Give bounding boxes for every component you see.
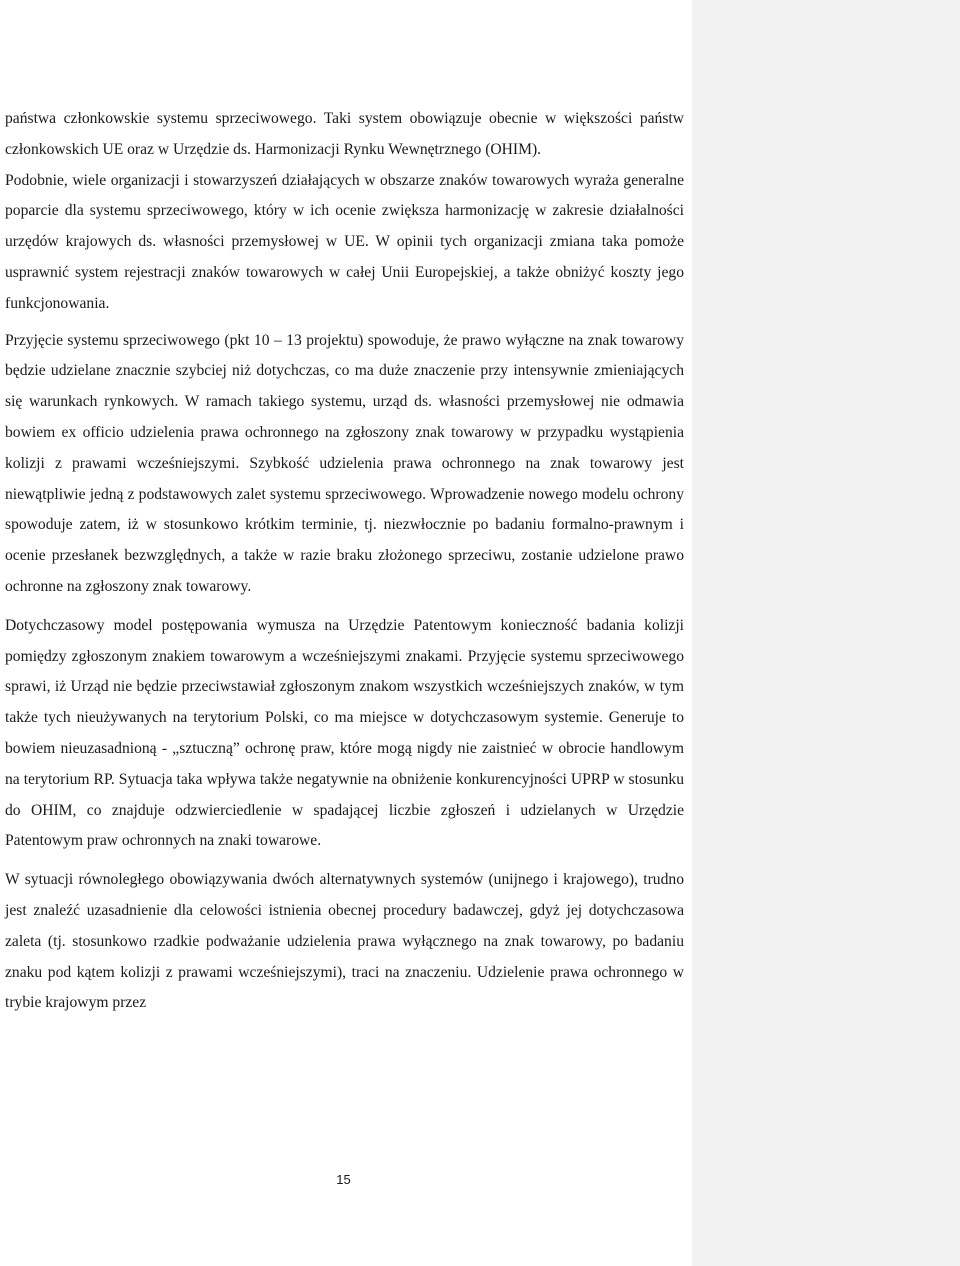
page-number: 15 [336,1172,351,1187]
paragraph-4: Dotychczasowy model postępowania wymusza na Urzędzie Patentowym konieczność badania kolizji pomiędzy zgłoszonym znakiem towarowym a wcześniejszymi znakami. Przyjęcie systemu sprzeciwowego sprawi, iż Urząd nie będzie przeciwstawiał zgłoszonym znakom wszystkich wcześniejszych znaków, w tym także tych nieużywanych na terytorium Polski, co ma miejsce w dotychczasowym systemie. Generuje to bowiem nieuzasadnioną - „sztuczną” ochronę praw, które mogą nigdy nie zaistnieć w obrocie handlowym na terytorium RP. Sytuacja taka wpływa także negatywnie na obniżenie konkurencyjności UPRP w stosunku do OHIM, co znajduje odzwierciedlenie w spadającej liczbie zgłoszeń i udzielanych w Urzędzie Patentowym praw ochronnych na znaki towarowe. [5,616,684,850]
paragraph-1: państwa członkowskie systemu sprzeciwowego. Taki system obowiązuje obecnie w większości państw członkowskich UE oraz w Urzędzie ds. Harmonizacji Rynku Wewnętrznego (OHIM). [5,110,684,158]
comment-margin-pane [692,0,960,1266]
body-text [5,104,684,1019]
paragraph-5: W sytuacji równoległego obowiązywania dwóch alternatywnych systemów (unijnego i krajowego), trudno jest znaleźć uzasadnienie dla celowości istnienia obecnej procedury badawczej, gdyż jej dotychczasowa zaleta (tj. stosunkowo rzadkie podważanie udzielenia prawa wyłącznego na znak towarowy, po badaniu znaku pod kątem kolizji z prawami wcześniejszymi), traci na znaczeniu. Udzielenie prawa ochronnego w trybie krajowym przez [5,871,684,1012]
paragraph-3: Przyjęcie systemu sprzeciwowego (pkt 10 – 13 projektu) spowoduje, że prawo wyłączne na znak towarowy będzie udzielane znacznie szybciej niż dotychczas, co ma duże znaczenie przy intensywnie zmieniających się warunkach rynkowych. W ramach takiego systemu, urząd ds. własności przemysłowej nie odmawia bowiem ex officio udzielenia prawa ochronnego na zgłoszony znak towarowy w przypadku wystąpienia kolizji z prawami wcześniejszymi. Szybkość udzielenia prawa ochronnego na znak towarowy jest niewątpliwie jedną z podstawowych zalet systemu sprzeciwowego. Wprowadzenie nowego modelu ochrony spowoduje zatem, iż w stosunkowo krótkim terminie, tj. niezwłocznie po badaniu formalno-prawnym i ocenie przesłanek bezwzględnych, a także w razie braku złożonego sprzeciwu, zostanie udzielone prawo ochronne na zgłoszony znak towarowy. [5,331,684,595]
paragraph-2: Podobnie, wiele organizacji i stowarzyszeń działających w obszarze znaków towarowych wyraża generalne poparcie dla systemu sprzeciwowego, który w ich ocenie zwiększa harmonizację w zakresie działalności urzędów krajowych ds. własności przemysłowej w UE. W opinii tych organizacji zmiana taka pomoże usprawnić system rejestracji znaków towarowych w całej Unii Europejskiej, a także obniżyć koszty jego funkcjonowania. [5,171,684,312]
